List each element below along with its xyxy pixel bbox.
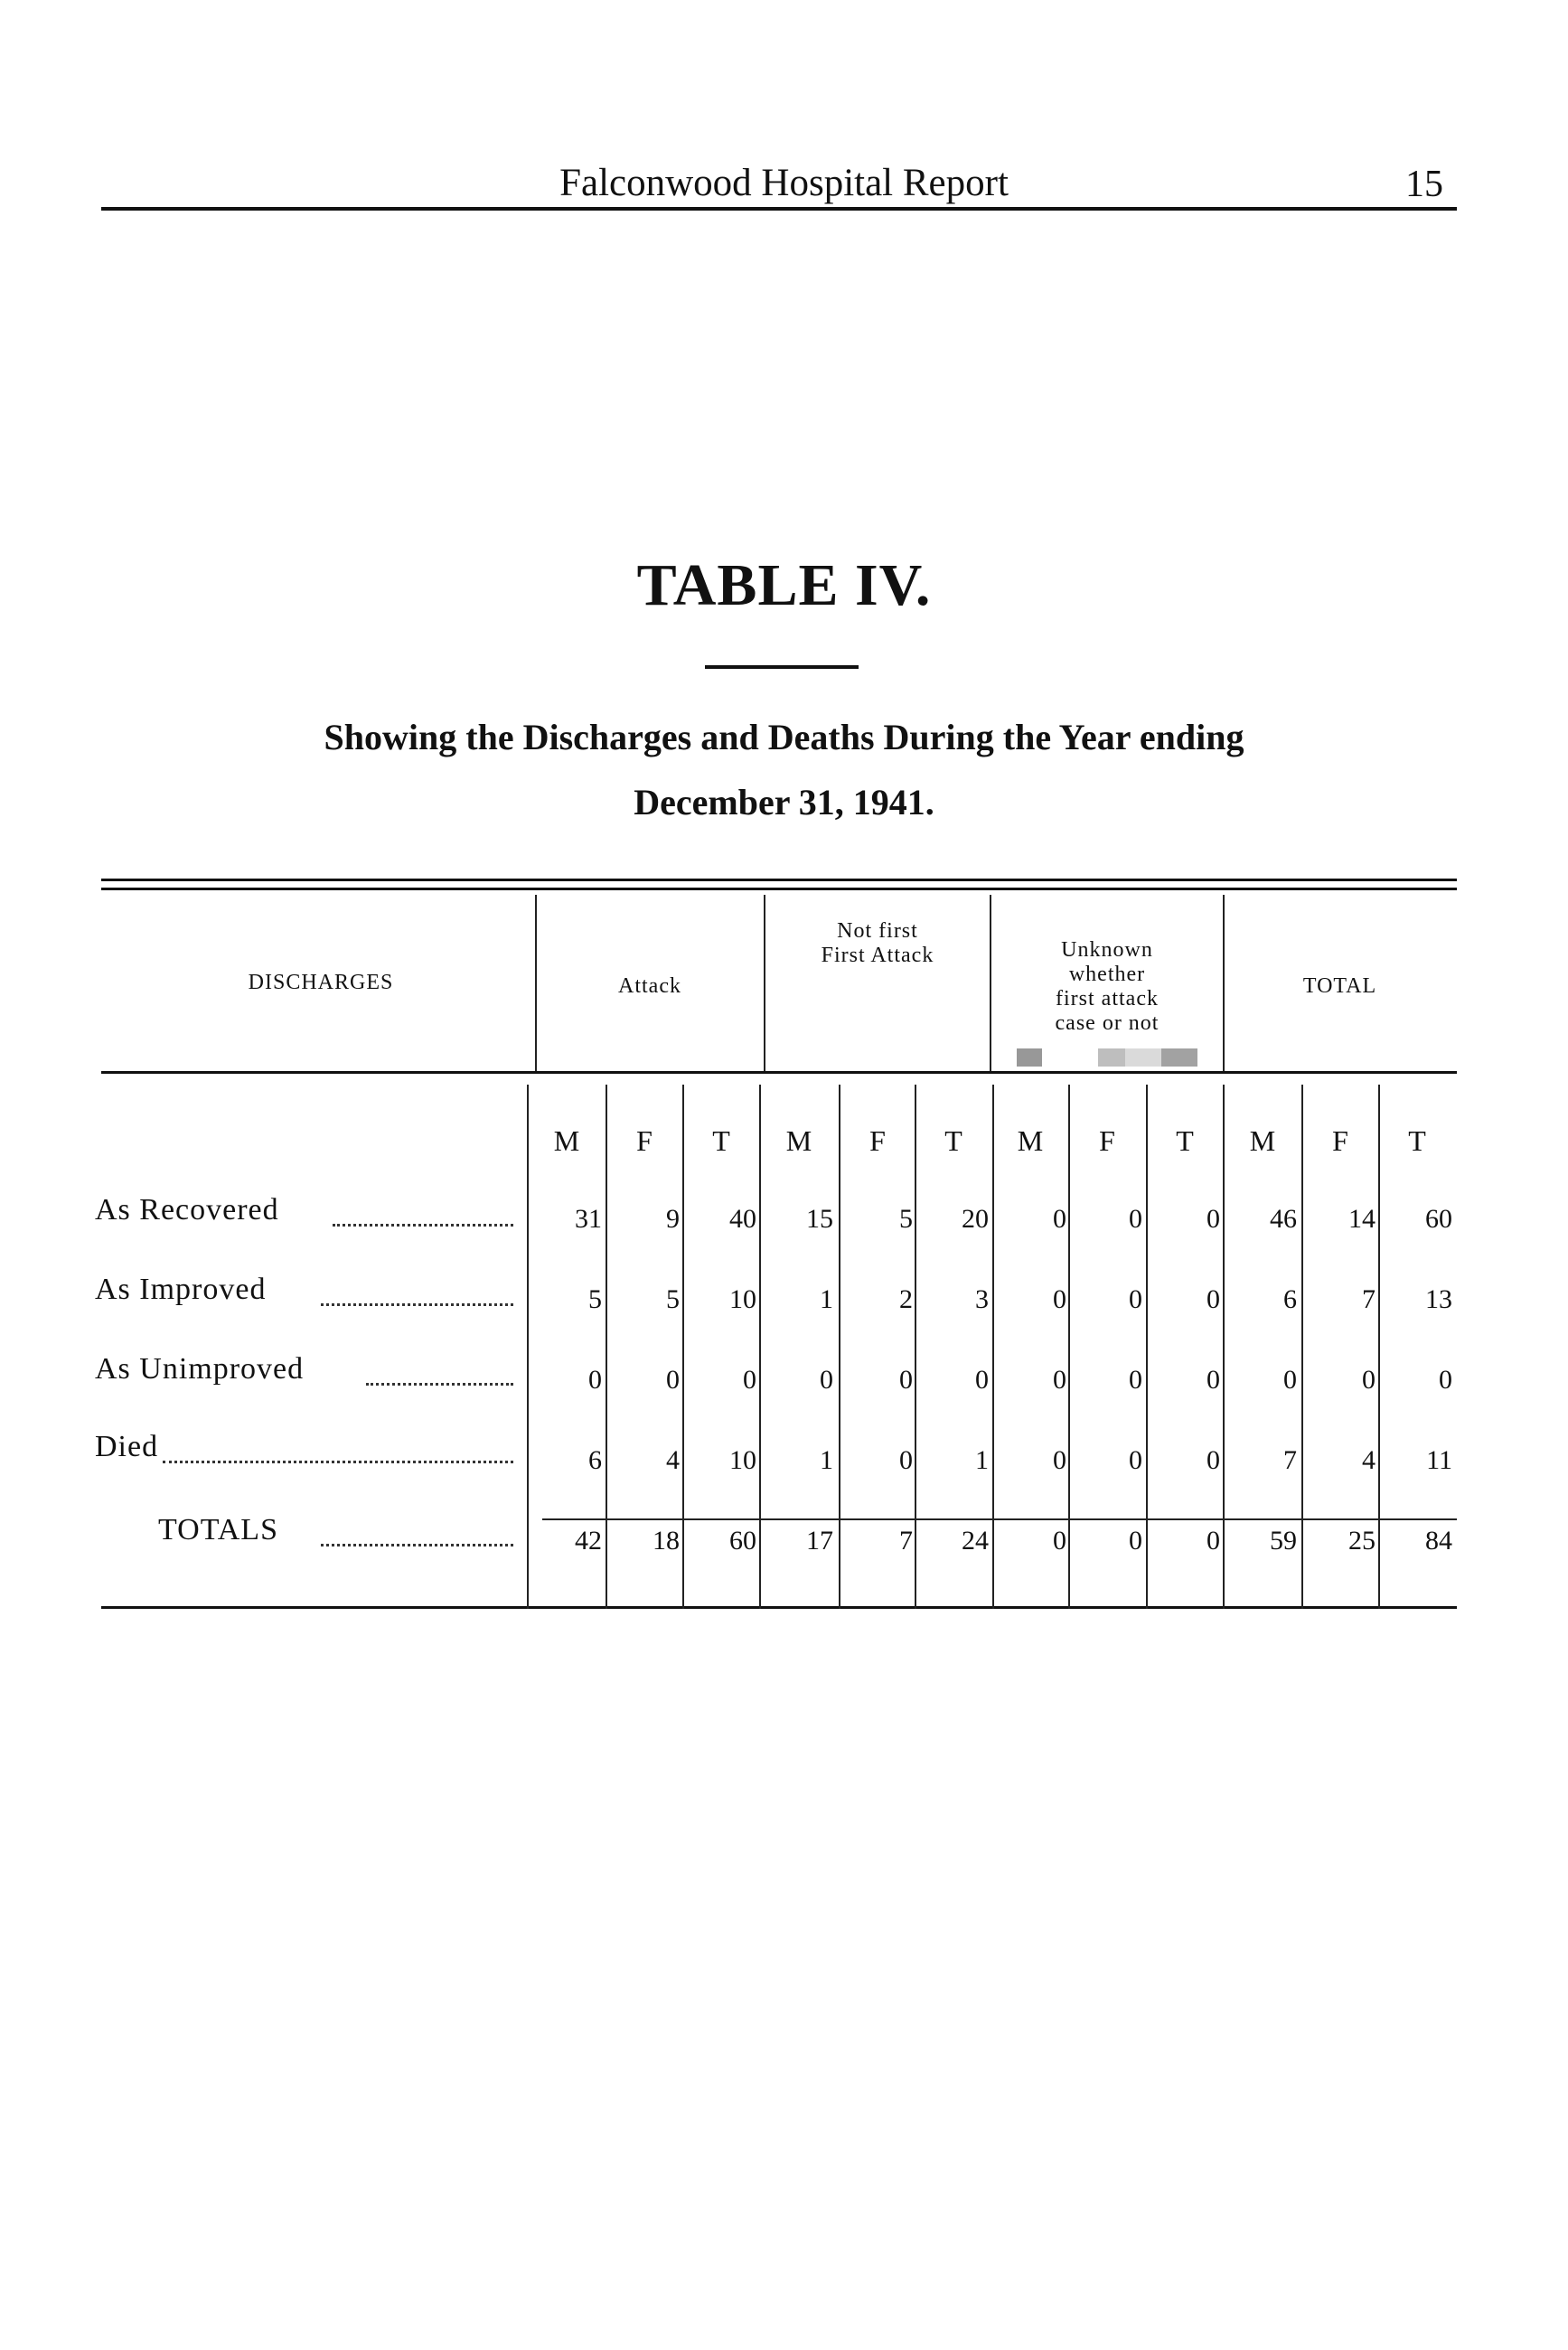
cell: 1 bbox=[975, 1445, 989, 1475]
cell: 0 bbox=[666, 1365, 680, 1395]
cell: 5 bbox=[588, 1284, 602, 1314]
column-divider bbox=[1378, 1085, 1380, 1609]
cell: 5 bbox=[666, 1284, 680, 1314]
column-divider bbox=[1146, 1085, 1148, 1609]
header-attack: Attack bbox=[618, 974, 681, 998]
cell: 14 bbox=[1348, 1204, 1376, 1234]
table-title: TABLE IV. bbox=[636, 552, 932, 618]
row-label-died: Died bbox=[95, 1430, 159, 1463]
cell: 7 bbox=[1283, 1445, 1297, 1475]
cell: 59 bbox=[1270, 1526, 1297, 1556]
header-line: Not first bbox=[837, 919, 918, 943]
cell: 4 bbox=[1362, 1445, 1376, 1475]
column-divider bbox=[759, 1085, 761, 1609]
cell: 0 bbox=[820, 1365, 833, 1395]
header-line: first attack bbox=[1056, 987, 1159, 1010]
subheader-t: T bbox=[712, 1124, 730, 1157]
cell: 0 bbox=[1053, 1526, 1066, 1556]
subheader-m: M bbox=[1017, 1124, 1044, 1157]
header-line: First Attack bbox=[821, 944, 934, 967]
cell: 0 bbox=[1207, 1445, 1220, 1475]
cell: 0 bbox=[1207, 1526, 1220, 1556]
cell: 40 bbox=[729, 1204, 756, 1234]
cell: 20 bbox=[962, 1204, 989, 1234]
column-divider bbox=[915, 1085, 916, 1609]
cell: 25 bbox=[1348, 1526, 1376, 1556]
column-divider bbox=[1223, 1085, 1225, 1609]
subheader-f: F bbox=[869, 1124, 886, 1157]
cell: 0 bbox=[1207, 1204, 1220, 1234]
running-title: Falconwood Hospital Report bbox=[559, 162, 1009, 204]
column-divider bbox=[527, 1085, 529, 1609]
subheader-t: T bbox=[1176, 1124, 1194, 1157]
cell: 0 bbox=[899, 1365, 913, 1395]
cell: 1 bbox=[820, 1284, 833, 1314]
cell: 7 bbox=[1362, 1284, 1376, 1314]
row-label-unimproved: As Unimproved bbox=[95, 1352, 305, 1386]
cell: 0 bbox=[1129, 1365, 1142, 1395]
dot-leader bbox=[366, 1383, 513, 1386]
cell: 3 bbox=[975, 1284, 989, 1314]
header-unknown bbox=[991, 938, 1223, 1036]
column-divider bbox=[1068, 1085, 1070, 1609]
cell: 42 bbox=[575, 1526, 602, 1556]
cell: 0 bbox=[1129, 1284, 1142, 1314]
cell: 0 bbox=[1283, 1365, 1297, 1395]
cell: 0 bbox=[1362, 1365, 1376, 1395]
cell: 1 bbox=[820, 1445, 833, 1475]
column-divider bbox=[682, 1085, 684, 1609]
cell: 0 bbox=[1207, 1365, 1220, 1395]
column-divider bbox=[992, 1085, 994, 1609]
row-label-recovered: As Recovered bbox=[95, 1193, 279, 1227]
subheader-m: M bbox=[553, 1124, 580, 1157]
cell: 0 bbox=[588, 1365, 602, 1395]
row-label-totals: TOTALS bbox=[158, 1513, 278, 1546]
header-line: Unknown bbox=[1061, 938, 1153, 962]
cell: 15 bbox=[806, 1204, 833, 1234]
cell: 46 bbox=[1270, 1204, 1297, 1234]
subheader-t: T bbox=[1408, 1124, 1426, 1157]
table-bottom-rule bbox=[101, 1606, 1457, 1609]
header-line: whether bbox=[1068, 963, 1146, 986]
cell: 60 bbox=[1425, 1204, 1452, 1234]
dot-leader bbox=[321, 1544, 513, 1546]
subheader-f: F bbox=[636, 1124, 653, 1157]
row-label-improved: As Improved bbox=[95, 1273, 267, 1306]
column-divider bbox=[606, 1085, 607, 1609]
cell: 0 bbox=[1129, 1204, 1142, 1234]
subtitle-line-2: December 31, 1941. bbox=[634, 782, 934, 822]
table-top-rule-2 bbox=[101, 888, 1457, 890]
cell: 7 bbox=[899, 1526, 913, 1556]
totals-rule bbox=[542, 1518, 1457, 1520]
cell: 24 bbox=[962, 1526, 989, 1556]
title-rule bbox=[705, 665, 859, 669]
cell: 0 bbox=[1053, 1365, 1066, 1395]
subheader-m: M bbox=[1249, 1124, 1276, 1157]
header-not-first-attack bbox=[765, 919, 990, 968]
header-discharges: DISCHARGES bbox=[248, 971, 394, 994]
subtitle-line-1: Showing the Discharges and Deaths During the Year ending bbox=[324, 717, 1244, 757]
subheader-f: F bbox=[1332, 1124, 1348, 1157]
cell: 17 bbox=[806, 1526, 833, 1556]
dot-leader bbox=[333, 1224, 513, 1227]
table-top-rule-1 bbox=[101, 879, 1457, 881]
cell: 0 bbox=[1053, 1204, 1066, 1234]
cell: 6 bbox=[588, 1445, 602, 1475]
dot-leader bbox=[321, 1303, 513, 1306]
header-line: case or not bbox=[1055, 1011, 1160, 1035]
cell: 60 bbox=[729, 1526, 756, 1556]
cell: 9 bbox=[666, 1204, 680, 1234]
cell: 4 bbox=[666, 1445, 680, 1475]
cell: 0 bbox=[1439, 1365, 1452, 1395]
cell: 0 bbox=[1129, 1526, 1142, 1556]
cell: 18 bbox=[653, 1526, 680, 1556]
cell: 13 bbox=[1425, 1284, 1452, 1314]
subheader-t: T bbox=[944, 1124, 962, 1157]
cell: 0 bbox=[1129, 1445, 1142, 1475]
cell: 5 bbox=[899, 1204, 913, 1234]
header-bottom-rule bbox=[101, 1071, 1457, 1074]
cell: 0 bbox=[1207, 1284, 1220, 1314]
header-total: TOTAL bbox=[1302, 974, 1377, 998]
cell: 0 bbox=[1053, 1445, 1066, 1475]
cell: 11 bbox=[1426, 1445, 1452, 1475]
cell: 0 bbox=[743, 1365, 756, 1395]
cell: 2 bbox=[899, 1284, 913, 1314]
cell: 84 bbox=[1425, 1526, 1452, 1556]
cell: 0 bbox=[899, 1445, 913, 1475]
subheader-m: M bbox=[785, 1124, 812, 1157]
print-smudge bbox=[1017, 1048, 1197, 1067]
dot-leader bbox=[163, 1461, 513, 1463]
cell: 0 bbox=[1053, 1284, 1066, 1314]
cell: 0 bbox=[975, 1365, 989, 1395]
column-divider bbox=[1301, 1085, 1303, 1609]
cell: 6 bbox=[1283, 1284, 1297, 1314]
column-divider bbox=[839, 1085, 840, 1609]
subheader-f: F bbox=[1099, 1124, 1115, 1157]
cell: 31 bbox=[575, 1204, 602, 1234]
cell: 10 bbox=[729, 1445, 756, 1475]
header-rule bbox=[101, 207, 1457, 211]
cell: 10 bbox=[729, 1284, 756, 1314]
page-number: 15 bbox=[1405, 164, 1443, 205]
